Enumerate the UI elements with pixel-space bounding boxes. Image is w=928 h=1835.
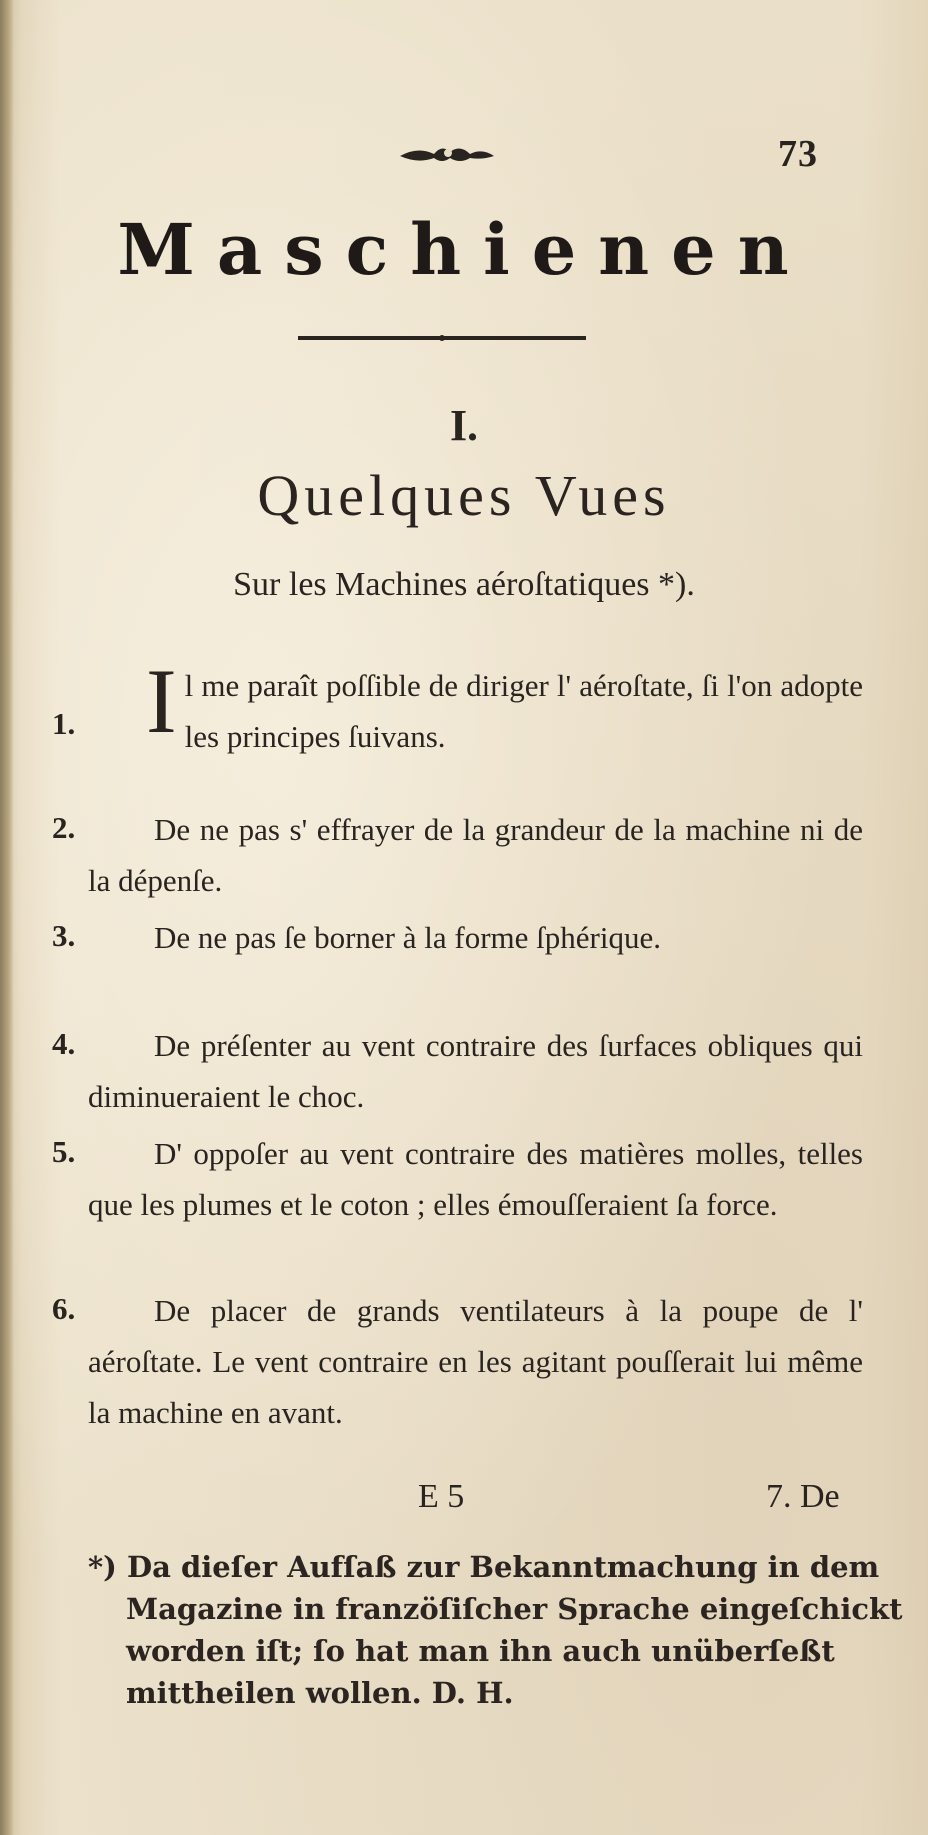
footnote: *) Da dieſer Aufſaß zur Bekanntmachung in dem Magazine in franzöſiſcher Sprache eingeſchickt worden iſt; ſo hat man ihn auch unüberſeßt mittheilen wollen. D. H. <box>88 1550 903 1710</box>
signature-mark: E 5 <box>418 1478 465 1515</box>
item-text: De ne pas ſe borner à la forme ſphérique. <box>154 920 661 955</box>
title-rule-ornament <box>298 333 586 343</box>
header-ornament-icon <box>398 140 496 166</box>
item-text: De ne pas s' effrayer de la grandeur de la machine ni de la dépenſe. <box>88 812 863 898</box>
drop-cap: I <box>146 650 177 752</box>
item-text: D' oppoſer au vent contraire des matières molles, telles que les plumes et le coton ; elles émouſſeraient ſa force. <box>88 1136 863 1222</box>
item-text <box>88 650 863 762</box>
article-subtitle: Sur les Machines aéroſtatiques *). <box>233 566 695 603</box>
item-number: 2. <box>52 810 76 845</box>
item-number: 1. <box>52 706 76 741</box>
item-number: 4. <box>52 1026 76 1061</box>
item-text: De préſenter au vent contraire des ſurfaces obliques qui diminueraient le choc. <box>88 1028 863 1114</box>
item-number: 5. <box>52 1134 76 1169</box>
page-number: 73 <box>778 133 818 175</box>
catchword: 7. De <box>766 1478 840 1515</box>
item-text-body: l me paraît poſſible de diriger l' aéroſtate, ſi l'on adopte les principes ſuivans. <box>184 668 863 754</box>
item-number: 3. <box>52 918 76 953</box>
article-title: Quelques Vues <box>257 463 671 528</box>
item-text: De placer de grands ventilateurs à la poupe de l' aéroſtate. Le vent contraire en les agitant pouſſerait lui même la machine en avant. <box>88 1293 863 1430</box>
article-roman-numeral: I. <box>449 401 479 450</box>
section-title: Maschienen <box>117 208 811 291</box>
item-number: 6. <box>52 1291 76 1326</box>
